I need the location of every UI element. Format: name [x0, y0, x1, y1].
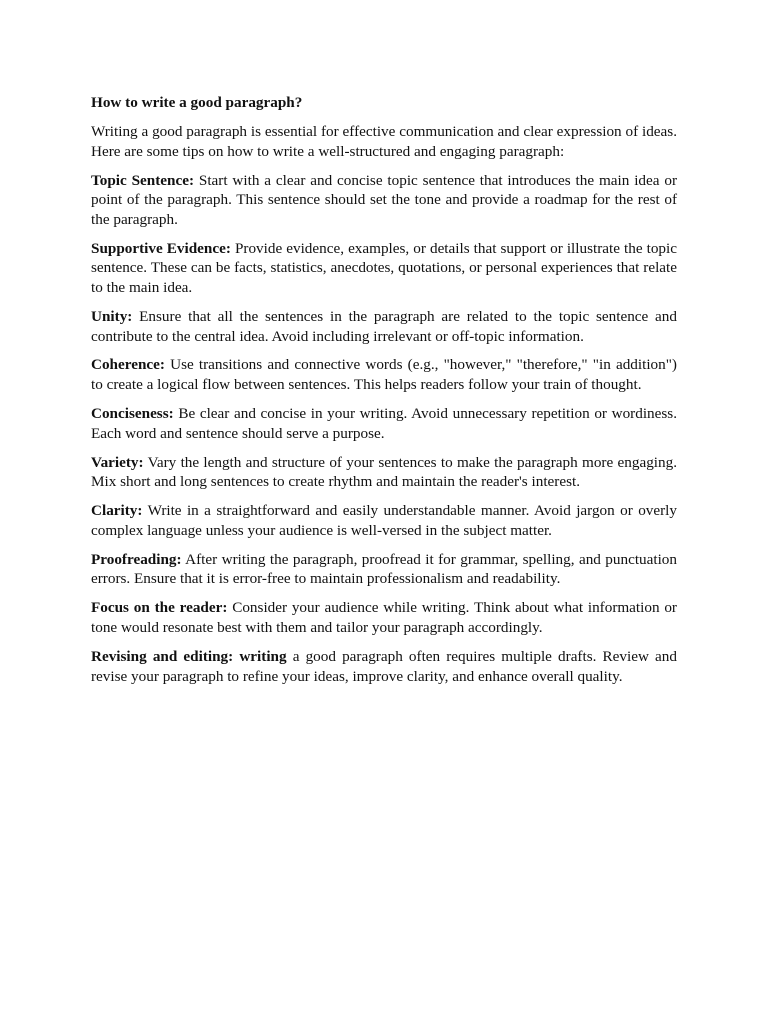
- tip-coherence: [91, 355, 677, 394]
- tip-revising-editing: [91, 647, 677, 686]
- tip-text: Vary the length and structure of your sentences to make the paragraph more engaging. Mix short and long sentences to create rhythm and maintain the reader's interest.: [91, 453, 677, 491]
- tip-term: Focus on the reader:: [91, 599, 228, 617]
- tip-text: Start with a clear and concise topic sentence that introduces the main idea or point of the paragraph. This sentence should set the tone and provide a roadmap for the rest of the paragraph.: [91, 171, 677, 228]
- tip-conciseness: [91, 404, 677, 443]
- tip-clarity: [91, 501, 677, 540]
- tip-text: Write in a straightforward and easily understandable manner. Avoid jargon or overly complex language unless your audience is well-versed in the subject matter.: [91, 502, 677, 539]
- tip-term: Revising and editing: writing: [91, 647, 287, 665]
- tip-text: After writing the paragraph, proofread it for grammar, spelling, and punctuation errors. Ensure that it is error-free to maintain professionalism and readability.: [91, 550, 677, 588]
- tip-text: Consider your audience while writing. Think about what information or tone would resonate best with them and tailor your paragraph accordingly.: [91, 599, 677, 636]
- tip-term: Conciseness:: [91, 405, 174, 423]
- document-body: [91, 93, 677, 696]
- tip-term: Variety:: [91, 453, 144, 471]
- tip-supportive-evidence: [91, 239, 677, 298]
- tip-focus-on-reader: [91, 598, 677, 637]
- tip-text: Be clear and concise in your writing. Avoid unnecessary repetition or wordiness. Each word and sentence should serve a purpose.: [91, 405, 677, 442]
- intro-paragraph: Writing a good paragraph is essential for effective communication and clear expression of ideas. Here are some tips on how to write a well-structured and engaging paragraph:: [91, 122, 677, 160]
- tip-proofreading: [91, 550, 677, 589]
- tip-topic-sentence: [91, 171, 677, 230]
- tip-text: Provide evidence, examples, or details that support or illustrate the topic sentence. These can be facts, statistics, anecdotes, quotations, or personal experiences that relate to the main idea.: [91, 239, 677, 296]
- tip-text: a good paragraph often requires multiple drafts. Review and revise your paragraph to refine your ideas, improve clarity, and enhance overall quality.: [91, 647, 677, 685]
- tip-term: Topic Sentence:: [91, 171, 195, 189]
- tip-unity: [91, 307, 677, 346]
- tip-term: Coherence:: [91, 356, 165, 374]
- tip-term: Unity:: [91, 307, 133, 325]
- tip-term: Supportive Evidence:: [91, 239, 231, 257]
- tip-text: Ensure that all the sentences in the paragraph are related to the topic sentence and contribute to the central idea. Avoid including irrelevant or off-topic information.: [91, 307, 677, 345]
- tip-term: Clarity:: [91, 502, 143, 520]
- document-title: How to write a good paragraph?: [91, 94, 303, 111]
- tip-variety: [91, 453, 677, 492]
- tip-text: Use transitions and connective words (e.g., "however," "therefore," "in addition") to create a logical flow between sentences. This helps readers follow your train of thought.: [91, 356, 677, 394]
- tip-term: Proofreading:: [91, 550, 182, 568]
